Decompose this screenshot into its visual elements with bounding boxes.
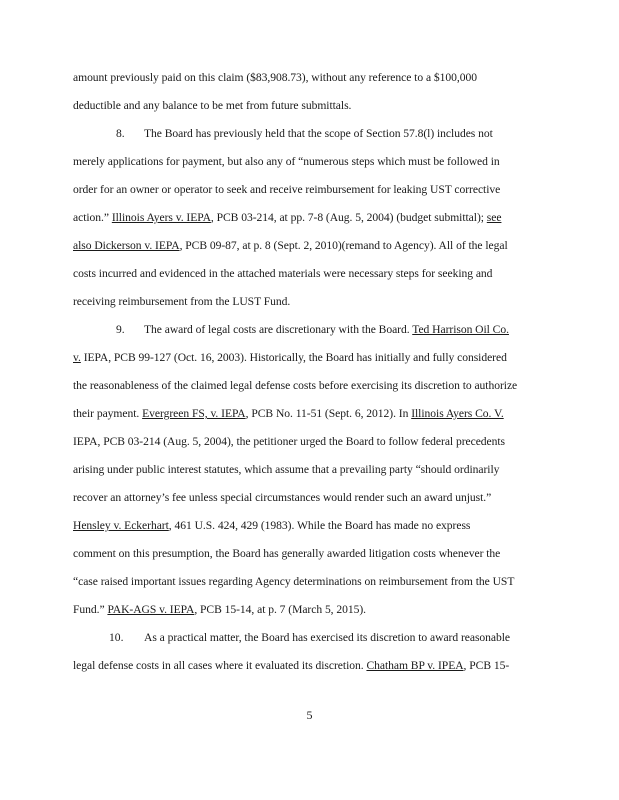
case-citation: Illinois Ayers Co. V. [411, 407, 504, 420]
case-citation: Illinois Ayers v. IEPA [111, 211, 211, 224]
case-citation: PAK-AGS v. IEPA [107, 603, 195, 616]
case-citation: Chatham BP v. IPEA [366, 659, 464, 672]
text-line: arising under public interest statutes, which assume that a prevailing party “should ordinarily [73, 463, 500, 476]
text-line: the reasonableness of the claimed legal defense costs before exercising its discretion to authorize [73, 379, 518, 392]
text-line: Hensley v. Eckerhart, 461 U.S. 424, 429 (1983). While the Board has made no express [73, 519, 471, 532]
text-line: their payment. Evergreen FS, v. IEPA, PCB No. 11-51 (Sept. 6, 2012). In Illinois Ayers Co. V. [73, 407, 504, 420]
text-line: deductible and any balance to be met from future submittals. [73, 99, 352, 112]
text-line: The award of legal costs are discretionary with the Board. Ted Harrison Oil Co. [144, 323, 509, 336]
case-citation: also Dickerson v. IEPA [73, 239, 180, 252]
text-line: Fund.” PAK-AGS v. IEPA, PCB 15-14, at p. 7 (March 5, 2015). [73, 603, 367, 616]
text-line: costs incurred and evidenced in the attached materials were necessary steps for seeking and [73, 267, 493, 280]
text-line: recover an attorney’s fee unless special circumstances would render such an award unjust.” [73, 491, 492, 504]
signal-word: see [486, 211, 502, 224]
text-line: merely applications for payment, but also any of “numerous steps which must be followed in [73, 155, 500, 168]
paragraph-number: 8. [116, 127, 125, 140]
text-line: IEPA, PCB 03-214 (Aug. 5, 2004), the petitioner urged the Board to follow federal precedents [73, 435, 506, 448]
case-citation: Evergreen FS, v. IEPA [142, 407, 246, 420]
case-citation: Hensley v. Eckerhart [73, 519, 169, 532]
text-line: amount previously paid on this claim ($83,908.73), without any reference to a $100,000 [73, 71, 477, 84]
paragraph-number: 10. [109, 631, 124, 644]
text-line: “case raised important issues regarding Agency determinations on reimbursement from the UST [73, 575, 515, 588]
case-citation: Ted Harrison Oil Co. [412, 323, 509, 336]
text-line: also Dickerson v. IEPA, PCB 09-87, at p. 8 (Sept. 2, 2010)(remand to Agency). All of the legal [73, 239, 508, 252]
text-line: receiving reimbursement from the LUST Fund. [73, 295, 291, 308]
text-line: v. IEPA, PCB 99-127 (Oct. 16, 2003). Historically, the Board has initially and fully considered [73, 351, 507, 364]
text-line: comment on this presumption, the Board has generally awarded litigation costs whenever the [73, 547, 501, 560]
page-number: 5 [306, 708, 313, 722]
text-line: legal defense costs in all cases where it evaluated its discretion. Chatham BP v. IPEA, PCB 15- [73, 659, 510, 672]
paragraph-number: 9. [116, 323, 125, 336]
text-line: order for an owner or operator to seek and receive reimbursement for leaking UST corrective [73, 183, 501, 196]
text-line: action.” Illinois Ayers v. IEPA, PCB 03-214, at pp. 7-8 (Aug. 5, 2004) (budget submittal); see [73, 211, 502, 224]
text-line: As a practical matter, the Board has exercised its discretion to award reasonable [144, 631, 511, 644]
text-line: The Board has previously held that the scope of Section 57.8(l) includes not [144, 127, 493, 140]
